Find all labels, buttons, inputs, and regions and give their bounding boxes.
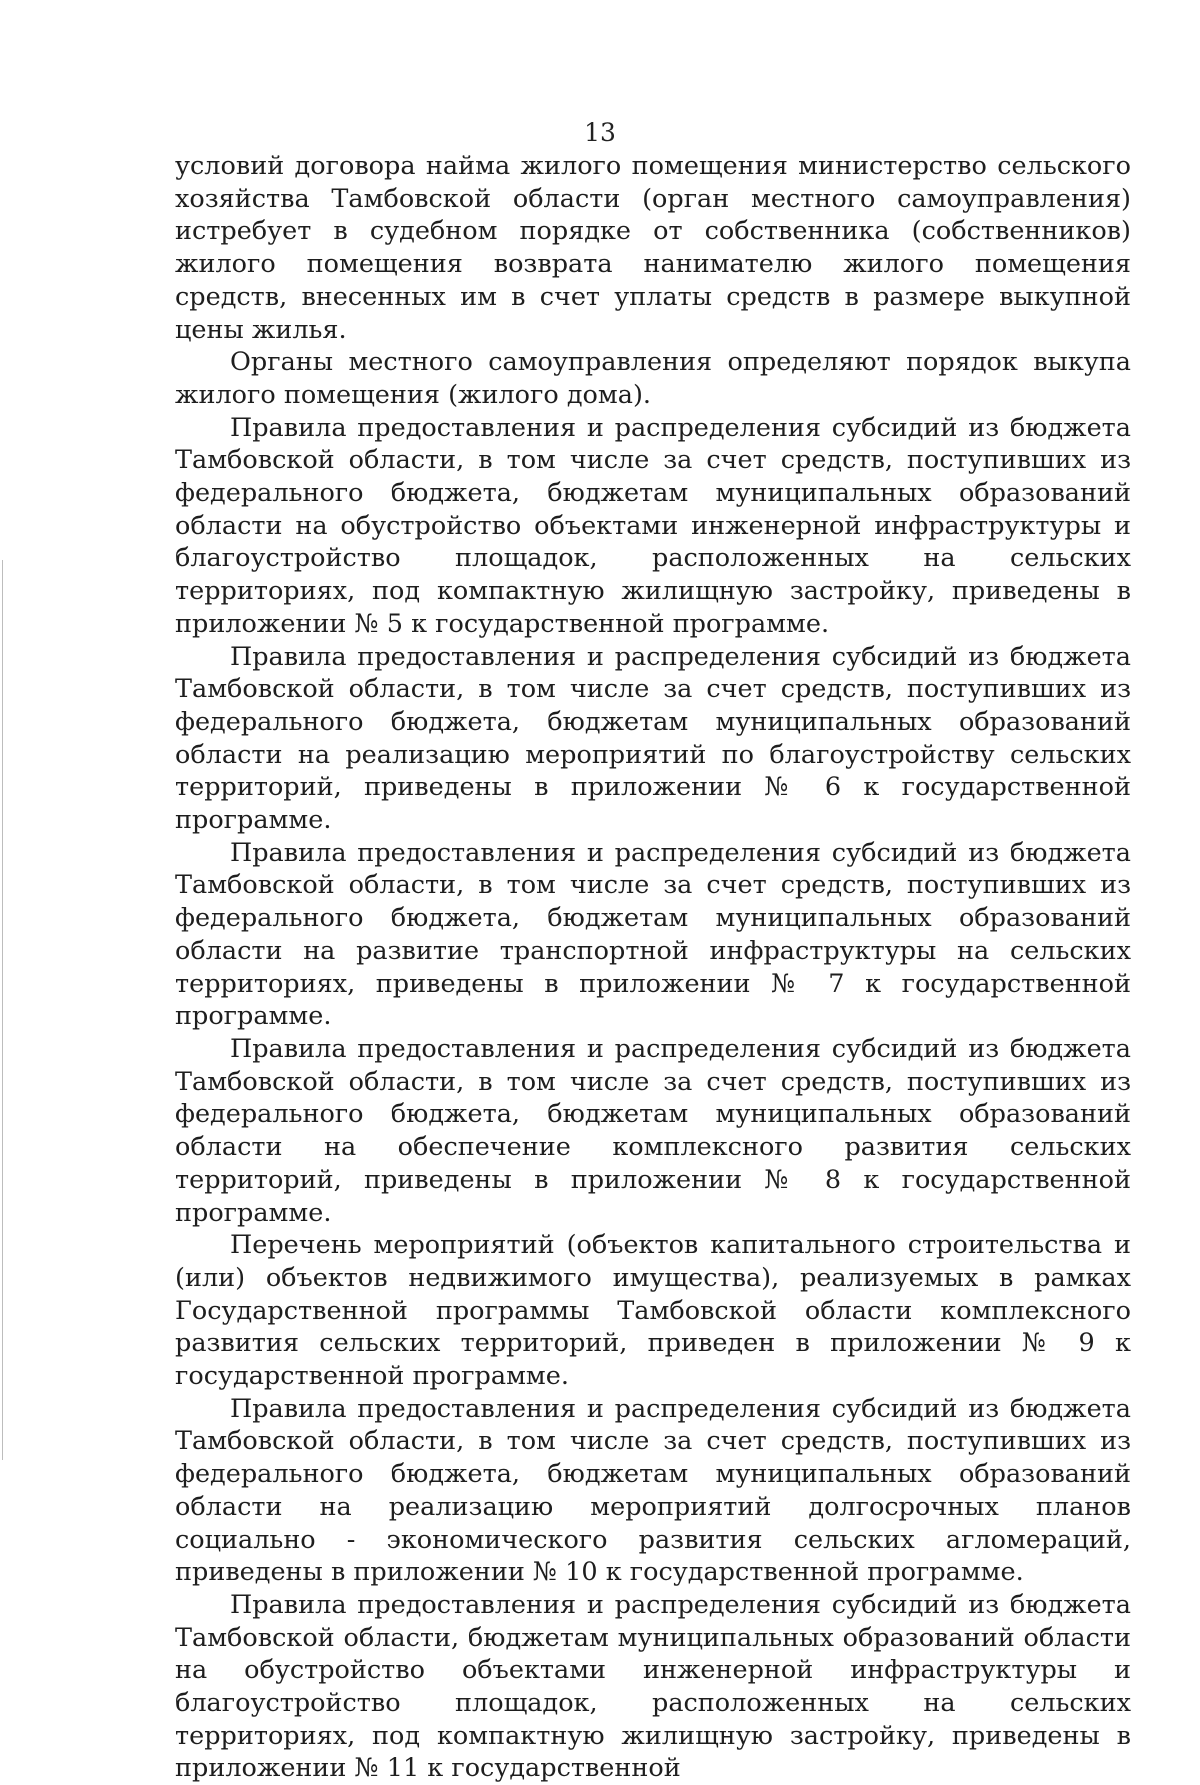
paragraph-appendix-11: Правила предоставления и распределения субсидий из бюджета Тамбовской области, бюджетам муниципальных образований области на обустройство объектами инженерной инфраструктуры и благоустройство площадок, расположенных на сельских территориях, под компактную жилищную застройку, приведены в приложении № 11 к государственной bbox=[175, 1589, 1131, 1784]
paragraph-appendix-8: Правила предоставления и распределения субсидий из бюджета Тамбовской области, в том числе за счет средств, поступивших из федерального бюджета, бюджетам муниципальных образований области на обеспечение комплексного развития сельских территорий, приведены в приложении № 8 к государственной программе. bbox=[175, 1033, 1131, 1228]
paragraph-appendix-5: Правила предоставления и распределения субсидий из бюджета Тамбовской области, в том числе за счет средств, поступивших из федерального бюджета, бюджетам муниципальных образований области на обустройство объектами инженерной инфраструктуры и благоустройство площадок, расположенных на сельских территориях, под компактную жилищную застройку, приведены в приложении № 5 к государственной программе. bbox=[175, 412, 1131, 639]
paragraph-appendix-6: Правила предоставления и распределения субсидий из бюджета Тамбовской области, в том числе за счет средств, поступивших из федерального бюджета, бюджетам муниципальных образований области на реализацию мероприятий по благоустройству сельских территорий, приведены в приложении № 6 к государственной программе. bbox=[175, 641, 1131, 836]
paragraph-appendix-9: Перечень мероприятий (объектов капитального строительства и (или) объектов недвижимого имущества), реализуемых в рамках Государственной программы Тамбовской области комплексного развития сельских территорий, приведен в приложении № 9 к государственной программе. bbox=[175, 1230, 1131, 1392]
paragraph-continuation: условий договора найма жилого помещения министерство сельского хозяйства Тамбовской области (орган местного самоуправления) истребует в судебном порядке от собственника (собственников) жилого помещения возврата нанимателю жилого помещения средств, внесенных им в счет уплаты средств в размере выкупной цены жилья. bbox=[175, 151, 1131, 345]
scan-edge-line bbox=[2, 560, 3, 1460]
paragraph-appendix-10: Правила предоставления и распределения субсидий из бюджета Тамбовской области, в том числе за счет средств, поступивших из федерального бюджета, бюджетам муниципальных образований области на реализацию мероприятий долгосрочных планов социально - экономического развития сельских агломераций, приведены в приложении № 10 к государственной программе. bbox=[175, 1393, 1131, 1588]
paragraph-appendix-7: Правила предоставления и распределения субсидий из бюджета Тамбовской области, в том числе за счет средств, поступивших из федерального бюджета, бюджетам муниципальных образований области на развитие транспортной инфраструктуры на сельских территориях, приведены в приложении № 7 к государственной программе. bbox=[175, 837, 1131, 1032]
page-number: 13 bbox=[584, 118, 616, 147]
body-text bbox=[175, 150, 1131, 1785]
paragraph-buyout-procedure: Органы местного самоуправления определяют порядок выкупа жилого помещения (жилого дома). bbox=[175, 347, 1131, 410]
